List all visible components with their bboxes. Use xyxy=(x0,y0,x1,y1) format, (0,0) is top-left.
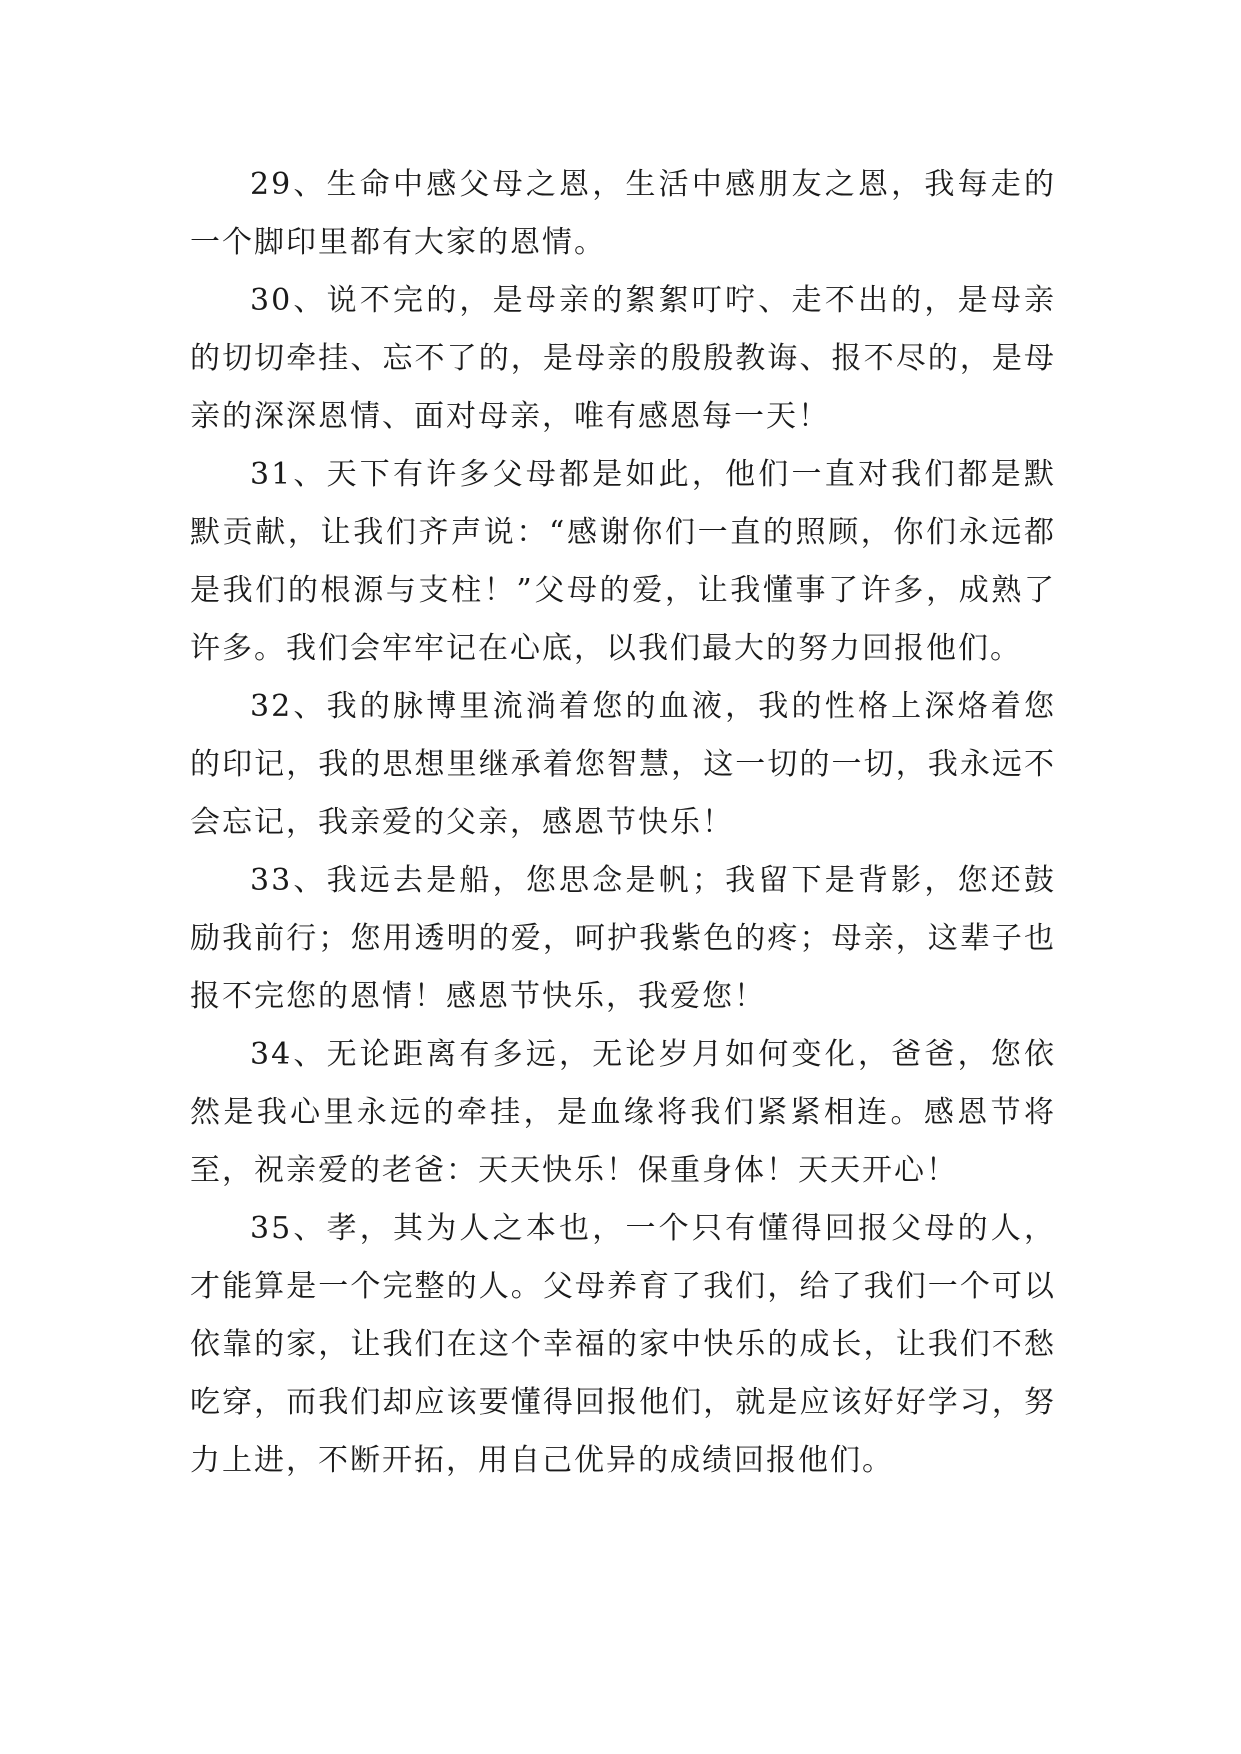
paragraph-35: 35、孝，其为人之本也，一个只有懂得回报父母的人，才能算是一个完整的人。父母养育了我们，给了我们一个可以依靠的家，让我们在这个幸福的家中快乐的成长，让我们不愁吃穿，而我们却应该要懂得回报他们，就是应该好好学习，努力上进，不断开拓，用自己优异的成绩回报他们。 xyxy=(190,1211,1056,1478)
paragraph-33: 33、我远去是船，您思念是帆；我留下是背影，您还鼓励我前行；您用透明的爱，呵护我紫色的疼；母亲，这辈子也报不完您的恩情！感恩节快乐，我爱您！ xyxy=(190,863,1056,1014)
document-body xyxy=(190,156,1056,1490)
paragraph-29: 29、生命中感父母之恩，生活中感朋友之恩，我每走的一个脚印里都有大家的恩情。 xyxy=(190,167,1056,260)
paragraph-30: 30、说不完的，是母亲的絮絮叮咛、走不出的，是母亲的切切牵挂、忘不了的，是母亲的殷殷教诲、报不尽的，是母亲的深深恩情、面对母亲，唯有感恩每一天！ xyxy=(190,283,1056,434)
paragraph-34: 34、无论距离有多远，无论岁月如何变化，爸爸，您依然是我心里永远的牵挂，是血缘将我们紧紧相连。感恩节将至，祝亲爱的老爸：天天快乐！保重身体！天天开心！ xyxy=(190,1037,1056,1188)
paragraph-32: 32、我的脉博里流淌着您的血液，我的性格上深烙着您的印记，我的思想里继承着您智慧，这一切的一切，我永远不会忘记，我亲爱的父亲，感恩节快乐！ xyxy=(190,689,1056,840)
paragraph-31: 31、天下有许多父母都是如此，他们一直对我们都是默默贡献，让我们齐声说：“感谢你们一直的照顾，你们永远都是我们的根源与支柱！”父母的爱，让我懂事了许多，成熟了许多。我们会牢牢记在心底，以我们最大的努力回报他们。 xyxy=(190,457,1056,666)
